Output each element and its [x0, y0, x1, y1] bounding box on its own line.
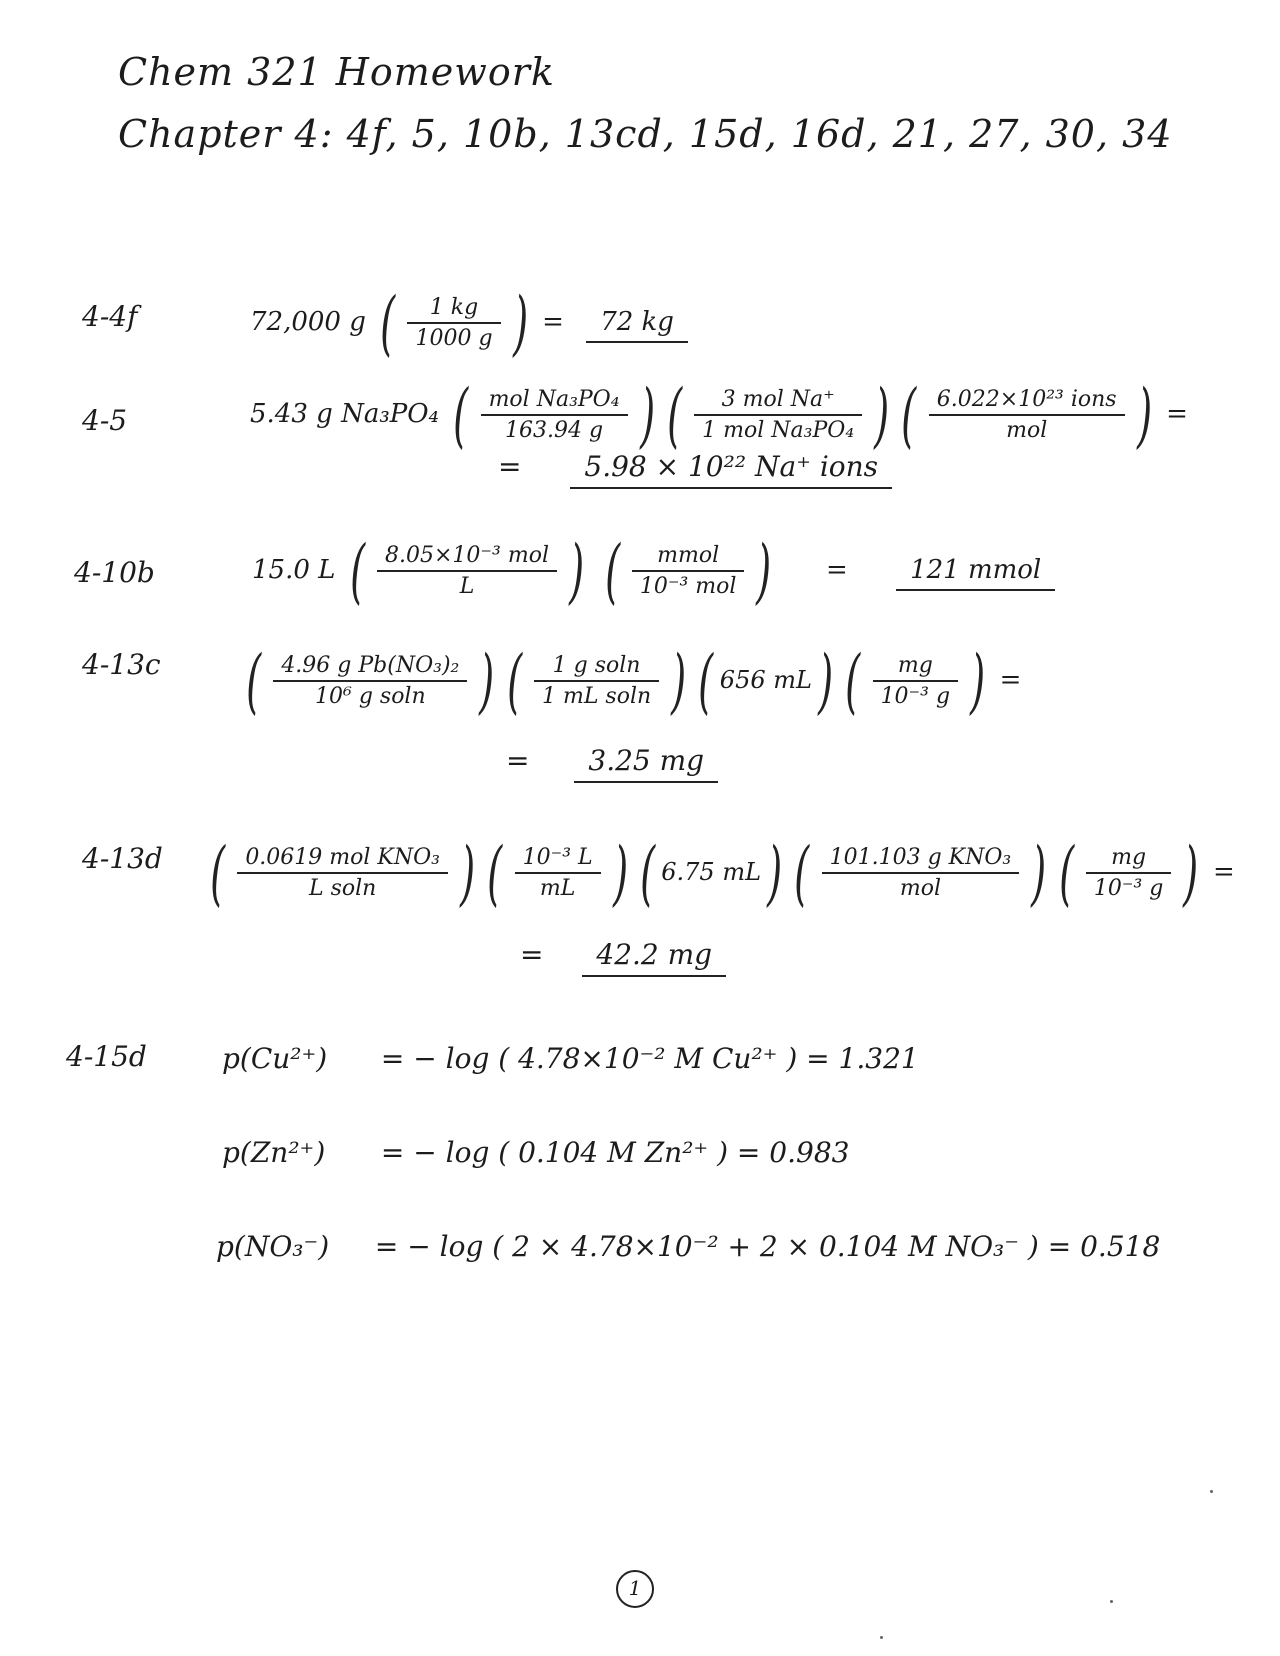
p-no3-line: [216, 1230, 1160, 1263]
answer: 72 kg: [586, 307, 688, 343]
problem-label-4-4f: 4-4f: [82, 300, 138, 333]
p-cu-calculation: = − log ( 4.78×10⁻² M Cu²⁺ ) = 1.321: [380, 1042, 919, 1075]
p-cu-line: [222, 1042, 919, 1075]
equals-sign: =: [498, 450, 522, 483]
scan-speck: [1210, 1490, 1213, 1493]
factor-numerator: 3 mol Na⁺: [694, 387, 862, 416]
problem-label-4-13c: 4-13c: [82, 648, 161, 681]
factor-denominator: 1000 g: [415, 326, 493, 351]
equals-sign: =: [506, 744, 530, 777]
equals-sign: =: [542, 307, 564, 337]
factor-numerator: 1 kg: [407, 295, 500, 324]
equals-sign: =: [1166, 399, 1188, 429]
factor-numerator: 1 g soln: [534, 653, 659, 682]
problem-4-13c-equation: ( $\frac{\text{4.96 g Pb(NO₃)₂}}{\text{10⁶ g soln}}$ ) ( $\frac{\text{1 g soln}}{\text{1 mL soln}}$ ) ( 656 mL) ( $\frac{mg}{\text{10⁻³ g}}$ ) =: [246, 640, 1022, 722]
problem-4-4f-equation: 72,000 g ( $\frac{1 kg}{1000 g}$ ) = 72 kg: [250, 288, 688, 358]
answer: 3.25 mg: [574, 744, 718, 783]
factor-denominator: mol: [899, 876, 942, 901]
factor-denominator: mL: [539, 876, 576, 901]
factor-denominator: L soln: [308, 876, 377, 901]
factor-numerator: 10⁻³ L: [515, 845, 601, 874]
factor-numerator: 0.0619 mol KNO₃: [237, 845, 448, 874]
problem-4-10b-equation: 15.0 L ( $\frac{\text{8.05×10⁻³ mol}}{L}$ ) ( $\frac{\text{mmol}}{\text{10⁻³ mol}}$ ) = 121 mmol: [252, 536, 1055, 606]
problem-4-13c-result: [506, 744, 718, 777]
start-quantity: 5.43 g Na₃PO₄: [250, 399, 439, 429]
problem-label-4-10b: 4-10b: [74, 556, 155, 589]
problem-4-5-equation: 5.43 g Na₃PO₄ ( $\frac{\text{mol Na₃PO₄}}{163.94 g}$ ) ( $\frac{\text{3 mol Na⁺}}{\text{1 mol Na₃PO₄}}$ ) ( $\frac{\text{6.022×10²³ ions}}{\text{mol}}$ ) =: [250, 374, 1188, 456]
answer: 5.98 × 10²² Na⁺ ions: [570, 450, 892, 489]
factor-denominator: 1 mL soln: [541, 684, 652, 709]
factor-denominator: 10⁶ g soln: [315, 684, 426, 709]
factor-denominator: 163.94 g: [505, 418, 604, 443]
factor: 6.75 mL: [661, 858, 762, 886]
start-quantity: 15.0 L: [252, 555, 336, 585]
problem-4-5-result: [498, 450, 892, 483]
problem-4-13d-result: [520, 938, 726, 971]
factor-denominator: mol: [1006, 418, 1048, 443]
problem-4-13d-equation: ( $\frac{\text{0.0619 mol KNO₃}}{\text{L soln}}$ ) ( $\frac{\text{10⁻³ L}}{mL}$ ) ( 6.75 mL) ( $\frac{\text{101.103 g KNO₃}}{\text{mol}}$ ) ( $\frac{mg}{\text{10⁻³ g}}$ ) =: [210, 832, 1235, 914]
p-zn-calculation: = − log ( 0.104 M Zn²⁺ ) = 0.983: [380, 1136, 850, 1169]
problem-label-4-15d: 4-15d: [66, 1040, 147, 1073]
equals-sign: =: [520, 938, 544, 971]
factor-denominator: 1 mol Na₃PO₄: [702, 418, 855, 443]
answer: 121 mmol: [896, 555, 1055, 591]
problem-label-4-13d: 4-13d: [82, 842, 163, 875]
scan-speck: [880, 1636, 883, 1639]
start-quantity: 72,000 g: [250, 307, 366, 337]
factor-numerator: mg: [1086, 845, 1172, 874]
p-zn-line: [222, 1136, 849, 1169]
factor-numerator: 4.96 g Pb(NO₃)₂: [273, 653, 467, 682]
answer: 42.2 mg: [582, 938, 726, 977]
factor-numerator: 101.103 g KNO₃: [822, 845, 1020, 874]
equals-sign: =: [999, 665, 1022, 695]
scan-speck: [1110, 1600, 1113, 1603]
factor-numerator: mmol: [632, 543, 745, 572]
factor-denominator: 10⁻³ g: [1093, 876, 1164, 901]
factor-numerator: mg: [873, 653, 959, 682]
equals-sign: =: [1212, 857, 1235, 887]
problem-label-4-5: 4-5: [82, 404, 128, 437]
p-no3-label: p(NO₃⁻): [216, 1230, 330, 1263]
factor: 656 mL: [719, 666, 812, 694]
p-zn-label: p(Zn²⁺): [222, 1136, 326, 1169]
p-cu-label: p(Cu²⁺): [222, 1042, 328, 1075]
factor-numerator: 8.05×10⁻³ mol: [377, 543, 557, 572]
equals-sign: =: [826, 555, 848, 585]
factor-numerator: mol Na₃PO₄: [481, 387, 628, 416]
page-title: Chem 321 Homework: [118, 50, 555, 94]
factor-denominator: 10⁻³ g: [880, 684, 951, 709]
factor-denominator: 10⁻³ mol: [639, 574, 737, 599]
factor-numerator: 6.022×10²³ ions: [929, 387, 1125, 416]
p-no3-calculation: = − log ( 2 × 4.78×10⁻² + 2 × 0.104 M NO₃⁻ ) = 0.518: [374, 1230, 1161, 1263]
factor-denominator: L: [459, 574, 475, 599]
assignment-list: Chapter 4: 4f, 5, 10b, 13cd, 15d, 16d, 21, 27, 30, 34: [118, 112, 1173, 156]
page-number: 1: [616, 1570, 654, 1608]
